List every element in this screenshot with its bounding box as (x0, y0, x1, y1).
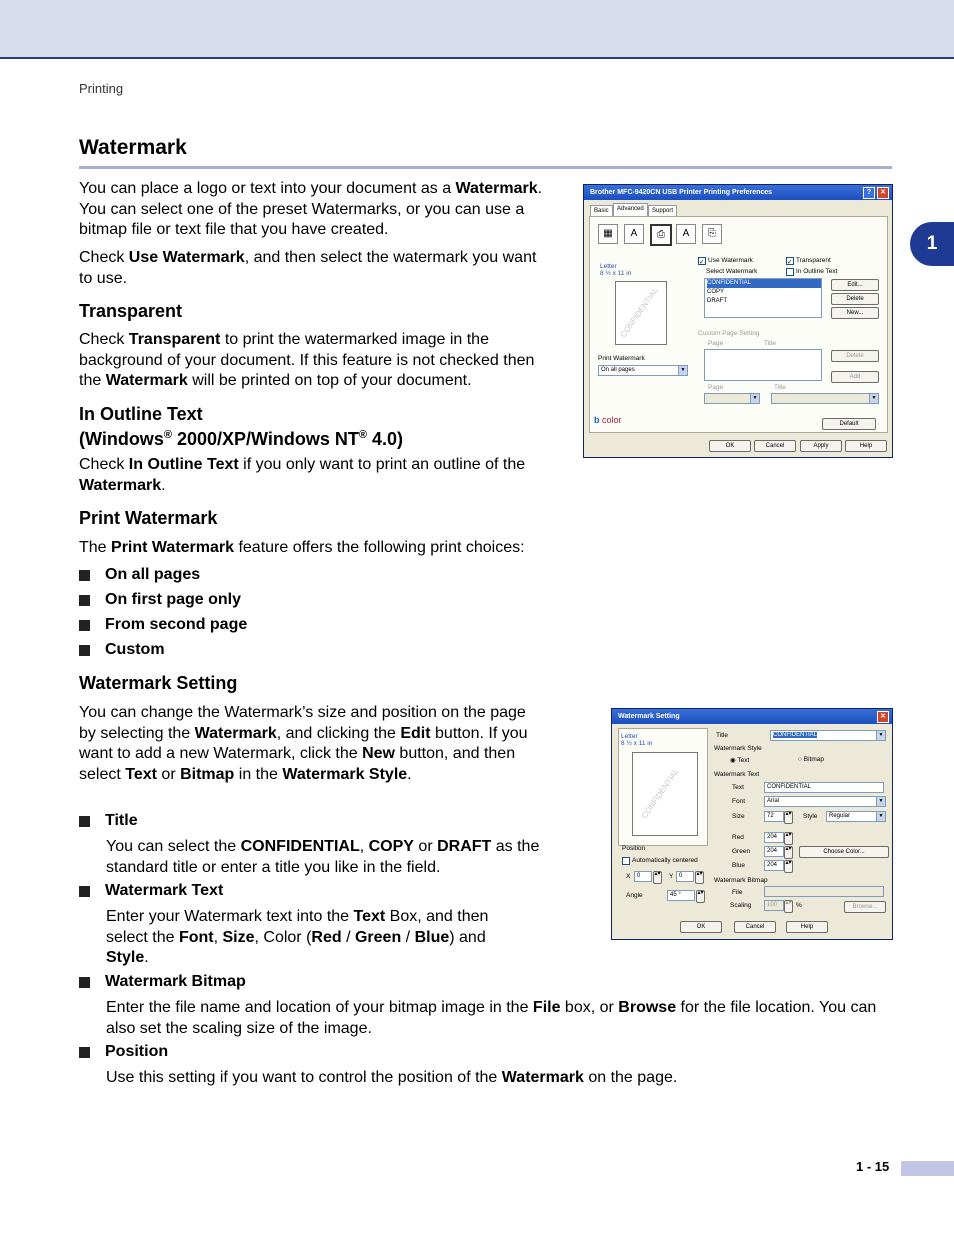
watermark-setting-dialog (611, 708, 893, 940)
item-position: Position (79, 1043, 168, 1061)
watermark-style-label: Watermark Style (714, 745, 762, 752)
choice-on-all-pages: On all pages (79, 566, 200, 584)
position-group: Position (622, 845, 646, 852)
item-watermark-bitmap: Watermark Bitmap (79, 973, 246, 991)
watermark-bitmap-group: Watermark Bitmap (714, 877, 768, 884)
footer-bar (901, 1161, 954, 1176)
blue-spinner[interactable]: ▴▾ (784, 860, 793, 873)
printing-preferences-dialog (583, 184, 893, 458)
edit-button[interactable]: Edit... (831, 279, 879, 291)
custom-page-setting-label: Custom Page Setting (698, 330, 760, 337)
angle-input[interactable]: 45 ° (667, 890, 695, 901)
red-input[interactable]: 204 (764, 832, 784, 843)
green-input[interactable]: 204 (764, 846, 784, 857)
y-label: Y (669, 873, 674, 880)
heading-watermark-setting: Watermark Setting (79, 673, 238, 693)
delete-button[interactable]: Delete (831, 293, 879, 305)
page-col-label: Page (708, 340, 724, 347)
text-label: Text (732, 784, 744, 791)
item-watermark-text-body: Enter your Watermark text into the Text Box, and then select the Font, Size, Color (Red / Green / Blue) and Style. (106, 908, 489, 966)
watermark-text-group: Watermark Text (714, 771, 760, 778)
preview-size: 8 ½ x 11 in (600, 270, 632, 277)
scaling-label: Scaling (730, 902, 752, 909)
title-label: Title (716, 732, 729, 739)
print-watermark-select[interactable]: On all pages ▼ (598, 365, 688, 376)
preview-label: Letter (621, 733, 638, 740)
text-input[interactable]: CONFIDENTIAL (764, 782, 884, 793)
duplex-icon[interactable]: A (624, 224, 644, 244)
page-preview (632, 752, 698, 836)
item-watermark-bitmap-body: Enter the file name and location of your bitmap image in the File box, or Browse for the file location. You can also set the scaling size of the image. (106, 999, 877, 1037)
y-input[interactable]: 0 (676, 871, 694, 882)
title-col-label: Title (764, 340, 777, 347)
scaling-spinner[interactable]: ▴▾ (784, 900, 793, 913)
new-button[interactable]: New... (831, 307, 879, 319)
default-button[interactable]: Default (822, 418, 876, 430)
cancel-button[interactable]: Cancel (734, 921, 776, 933)
red-spinner[interactable]: ▴▾ (784, 832, 793, 845)
heading-outline: In Outline Text (Windows® 2000/XP/Windows NT® 4.0) (79, 404, 403, 449)
watermark-setting-paragraph: You can change the Watermark’s size and position on the page by selecting the Watermark, and clicking the Edit button. If you want to add a new Watermark, click the New button, and then select Text or Bitmap in the Watermark Style. (79, 704, 528, 783)
blue-input[interactable]: 204 (764, 860, 784, 871)
style-label: Style (803, 813, 818, 820)
font-label: Font (732, 798, 746, 805)
title-rule (79, 166, 892, 169)
angle-spinner[interactable]: ▴▾ (696, 890, 705, 903)
section-title: Watermark (79, 136, 187, 159)
text-radio[interactable]: ◉ Text (730, 757, 750, 764)
item-watermark-text: Watermark Text (79, 882, 223, 900)
use-watermark-label: Use Watermark (708, 257, 753, 264)
dialog1-titlebar: Brother MFC-9420CN USB Printer Printing Preferences ? ✕ (584, 185, 892, 200)
scaling-input[interactable]: 100 (764, 900, 784, 911)
use-watermark-checkbox[interactable]: ✓ (699, 259, 705, 266)
ok-button[interactable]: OK (680, 921, 722, 933)
y-spinner[interactable]: ▴▾ (695, 871, 704, 884)
item-title-text: You can select the CONFIDENTIAL, COPY or DRAFT as the standard title or enter a title you like in the field. (106, 838, 540, 876)
custom-delete-button[interactable]: Delete (831, 350, 879, 362)
item-title: Title (79, 812, 138, 830)
green-spinner[interactable]: ▴▾ (784, 846, 793, 859)
device-options-icon[interactable]: ⎘ (702, 224, 722, 244)
intro-paragraph-1: You can place a logo or text into your document as a Watermark. You can select one of the preset Watermarks, or you can use a bitmap file or text file that you have created. (79, 180, 543, 238)
list-item[interactable]: DRAFT (707, 298, 727, 304)
print-watermark-paragraph: The Print Watermark feature offers the following print choices: (79, 539, 525, 556)
percent-label: % (796, 902, 802, 909)
quality-icon[interactable]: ▦ (598, 224, 618, 244)
choice-custom: Custom (79, 641, 165, 659)
auto-centered-checkbox[interactable] (622, 857, 630, 865)
help-button[interactable]: Help (845, 440, 887, 452)
file-label: File (732, 889, 743, 896)
preview-size: 8 ½ x 11 in (621, 740, 653, 747)
list-item[interactable]: COPY (707, 289, 725, 295)
choice-from-second-page: From second page (79, 616, 247, 634)
angle-label: Angle (626, 892, 643, 899)
green-label: Green (732, 848, 751, 855)
add-button[interactable]: Add (831, 371, 879, 383)
intro-paragraph-2: Check Use Watermark, and then select the watermark you want to use. (79, 249, 537, 287)
blue-label: Blue (732, 862, 746, 869)
size-label: Size (732, 813, 745, 820)
x-spinner[interactable]: ▴▾ (653, 871, 662, 884)
font-combo[interactable]: Arial ▼ (764, 796, 886, 807)
tab-support[interactable]: Support (648, 205, 677, 216)
page-number: 1 - 15 (856, 1159, 890, 1174)
browse-button[interactable]: Browse... (844, 901, 886, 913)
x-input[interactable]: 0 (634, 871, 652, 882)
item-position-body: Use this setting if you want to control the position of the Watermark on the page. (106, 1069, 678, 1086)
brand-logo: b color (594, 415, 622, 425)
close-icon[interactable]: ✕ (877, 187, 889, 199)
transparent-checkbox[interactable]: ✓ (787, 259, 793, 266)
custom-page-list[interactable] (704, 349, 822, 381)
tab-basic[interactable]: Basic (590, 205, 613, 216)
page-setting-icon[interactable]: A (676, 224, 696, 244)
choose-color-button[interactable]: Choose Color... (799, 846, 889, 858)
page-label-2: Page (708, 384, 724, 391)
watermark-preview-text: CONFIDENTIAL (618, 285, 660, 340)
ok-button[interactable]: OK (709, 440, 751, 452)
preview-label: Letter (600, 263, 617, 270)
transparent-paragraph: Check Transparent to print the watermarked image in the background of your document. If this feature is not checked then the Watermark will be printed on top of your document. (79, 331, 535, 389)
list-item[interactable]: CONFIDENTIAL (707, 279, 821, 288)
watermark-icon[interactable]: ⎙ (650, 224, 672, 246)
chapter-tab: 1 (910, 222, 954, 266)
title-combo[interactable]: CONFIDENTIAL ▼ (770, 730, 886, 741)
style-combo[interactable]: Regular ▼ (826, 811, 886, 822)
heading-transparent: Transparent (79, 301, 183, 321)
choice-on-first-page: On first page only (79, 591, 241, 609)
size-input[interactable]: 72 (764, 811, 784, 822)
running-title: Printing (79, 81, 124, 96)
auto-centered-label: Automatically centered (632, 857, 698, 864)
close-icon[interactable]: ✕ (877, 711, 889, 723)
in-outline-label: In Outline Text (796, 268, 838, 275)
select-watermark-label: Select Watermark (706, 268, 758, 275)
watermark-list[interactable] (704, 278, 822, 318)
transparent-label: Transparent (796, 257, 831, 264)
help-icon[interactable]: ? (863, 187, 875, 199)
dialog2-titlebar: Watermark Setting ✕ (612, 709, 892, 724)
page-preview (615, 281, 667, 345)
outline-paragraph: Check In Outline Text if you only want to print an outline of the Watermark. (79, 456, 526, 494)
in-outline-checkbox[interactable] (786, 268, 794, 276)
cancel-button[interactable]: Cancel (754, 440, 796, 452)
title-label-2: Title (774, 384, 787, 391)
red-label: Red (732, 834, 744, 841)
size-spinner[interactable]: ▴▾ (784, 811, 793, 824)
heading-print-watermark: Print Watermark (79, 508, 218, 528)
header-band (0, 0, 954, 59)
print-watermark-label: Print Watermark (598, 355, 645, 362)
bitmap-radio[interactable]: ○ Bitmap (798, 756, 824, 763)
page-select[interactable]: ▼ (704, 393, 760, 404)
x-label: X (626, 873, 631, 880)
tab-advanced[interactable]: Advanced (613, 203, 648, 216)
file-input[interactable] (764, 886, 884, 897)
apply-button[interactable]: Apply (800, 440, 842, 452)
title-select[interactable]: ▼ (771, 393, 879, 404)
watermark-preview-text: CONFIDENTIAL (639, 766, 681, 821)
help-button[interactable]: Help (786, 921, 828, 933)
